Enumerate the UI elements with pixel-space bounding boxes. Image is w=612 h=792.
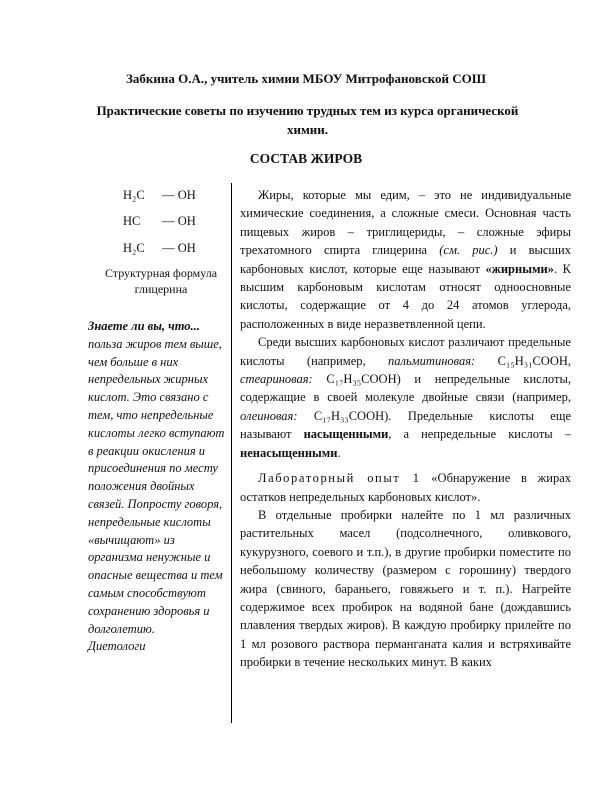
paragraph-1 — [240, 186, 571, 333]
stearic-acid-name: стеариновая: — [240, 372, 313, 387]
saturated-term: насыщенными — [303, 427, 389, 442]
formula-row-3 — [123, 241, 196, 256]
formula-caption: Структурная формула глицерина — [104, 266, 218, 296]
palmitic-acid-formula: C₁₅H₃₁COOH — [497, 353, 568, 368]
lab-experiment-title: «Обнаружение в жирах остатков непредельных карбоновых кислот». — [240, 471, 571, 504]
main-text-column — [240, 186, 571, 672]
paragraph-2 — [240, 333, 571, 462]
p1-bold-term: «жирными» — [485, 261, 554, 276]
formula-row-3-right: — OH — [162, 241, 196, 255]
formula-row-1-right: — OH — [162, 188, 196, 202]
p1-figure-ref: (см. рис.) — [439, 243, 498, 258]
author-line: Забкина О.А., учитель химии МБОУ Митрофановской СОШ — [126, 71, 486, 86]
formula-row-3-left: H₂C — [123, 241, 145, 255]
column-divider — [231, 183, 232, 723]
p2-text-a: Среди высших карбоновых кислот различают предельные кислоты (например, — [240, 335, 571, 368]
document-title: СОСТАВ ЖИРОВ — [249, 151, 363, 166]
p1-text-b: и высших карбоновых кислот, которые еще называют — [240, 243, 571, 276]
sidebar-signature: Диетологи — [88, 639, 146, 654]
p2-text-d: , а непредельные кислоты – — [388, 427, 571, 442]
p1-text-a: Жиры, которые мы едим, – это не индивидуальные химические соединения, а сложные смеси. Основная часть пищевых жиров – триглицериды, – сложные эфиры трехатомного спирта глицерина — [240, 188, 571, 258]
p2-text-e: . — [337, 445, 341, 460]
subtitle: Практические советы по изучению трудных тем из курса органической химии. — [96, 103, 519, 137]
formula-row-2 — [123, 214, 196, 229]
p2-text-c: ). Предельные кислоты еще называют — [240, 408, 571, 442]
did-you-know-sidebar — [88, 318, 230, 656]
sidebar-lead: Знаете ли вы, что... — [88, 319, 200, 333]
formula-row-1-left: H₂C — [123, 188, 145, 202]
sidebar-text: польза жиров тем выше, чем больше в них непредельных жирных кислот. Это связано с тем, что непредельные кислоты легко вступают в реакции окисления и присоединения по месту положения двойных связей. Попросту говоря, непредельные кислоты «вычищают» из организма ненужные и опасные вещества и тем самым способствуют сохранению здоровья и долголетию. — [88, 336, 225, 636]
paragraph-3: В отдельные пробирки налейте по 1 мл различных растительных масел (подсолнечного, оливкового, кукурузного, соевого и т.п.), в другие пробирки поместите по небольшому количеству (размером с горошину) твердого жира (свиного, бараньего, говяжьего и т. п.). Нагрейте содержимое всех пробирок на водяной бане (дождавшись плавления твердых жиров). В каждую пробирку прилейте по 1 мл розового раствора перманганата калия и встряхивайте пробирки в течение нескольких минут. В каких — [240, 507, 571, 670]
palmitic-acid-name: пальмитиновая: — [388, 353, 476, 368]
unsaturated-term: ненасыщенными — [240, 445, 338, 460]
formula-row-2-right: — OH — [162, 214, 196, 228]
lab-experiment-label: Лабораторный опыт 1 — [258, 471, 421, 486]
oleic-acid-name: олеиновая: — [240, 408, 298, 423]
p2-separator: , — [567, 353, 571, 368]
formula-row-2-left: HC — [123, 214, 141, 228]
oleic-acid-formula: C₁₇H₃₃COOH — [313, 408, 385, 423]
formula-row-1 — [123, 188, 196, 203]
lab-experiment-heading — [240, 469, 571, 506]
stearic-acid-formula: C₁₇H₃₅COOH — [326, 372, 397, 387]
p2-text-b: ) и непредельные кислоты, содержащие в своей молекуле двойные связи (например, — [240, 372, 572, 405]
p1-text-c: . К высшим карбоновым кислотам относят одноосновные кислоты, содержащие от 4 до 24 атомов углерода, расположенных в виде неразветвленной цепи. — [240, 261, 571, 331]
